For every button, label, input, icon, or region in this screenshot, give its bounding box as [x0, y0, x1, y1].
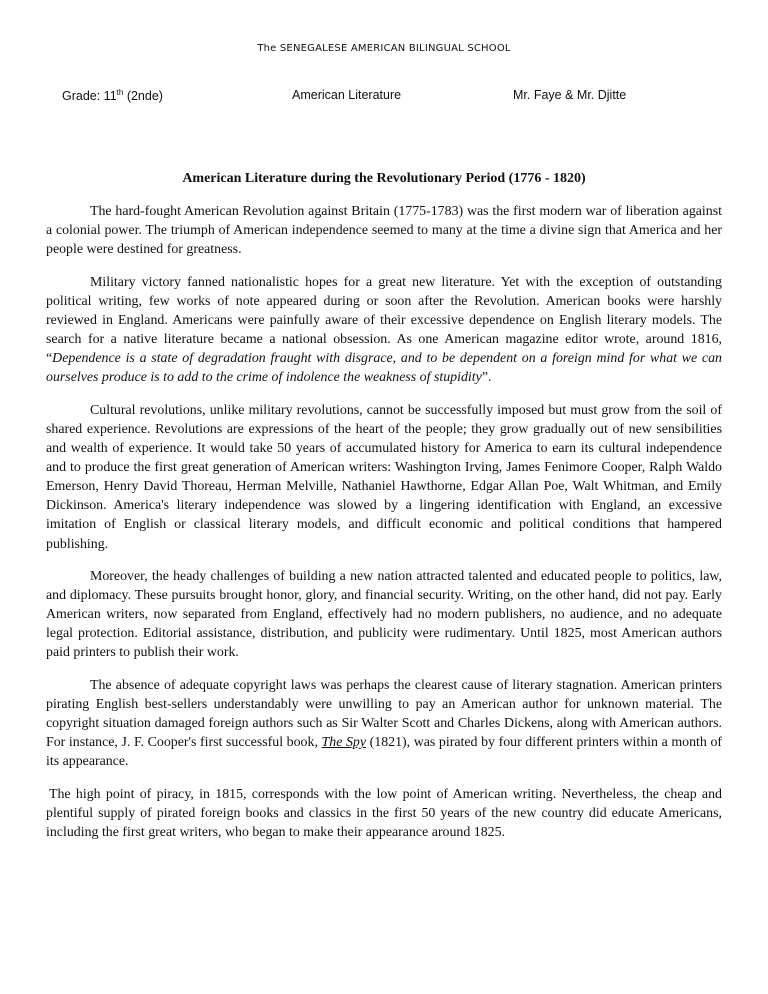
paragraph-1: The hard-fought American Revolution against Britain (1775-1783) was the first modern war of liberation against a colonial power. The triumph of American independence seemed to many at the time a divine sign that America and her people were destined for greatness.	[46, 204, 722, 258]
paragraph-2-end: ”.	[481, 370, 492, 386]
paragraph-5	[46, 676, 722, 771]
grade-text: Grade: 11	[62, 89, 117, 104]
grade-class: (2nde)	[123, 89, 163, 104]
paragraph-6: The high point of piracy, in 1815, corresponds with the low point of American writing. Nevertheless, the cheap and plentiful supply of pirated foreign books and classics in the first 50 years of the new country did educate Americans, including the first great writers, who began to make their appearance around 1825.	[46, 787, 722, 841]
school-name: The SENEGALESE AMERICAN BILINGUAL SCHOOL	[257, 43, 511, 54]
grade-superscript: th	[116, 88, 124, 97]
document-title: American Literature during the Revolutionary Period (1776 - 1820)	[182, 171, 586, 186]
subject-label: American Literature	[292, 88, 402, 102]
the-spy-link[interactable]: The Spy	[321, 735, 367, 751]
paragraph-4: Moreover, the heady challenges of building a new nation attracted talented and educated people to politics, law, and diplomacy. These pursuits brought honor, glory, and financial security. Writing, on the other hand, did not pay. Early American writers, now separated from England, effectively had no modern publishers, no audience, and no adequate legal protection. Editorial assistance, distribution, and publicity were rudimentary. Until 1825, most American authors paid printers to publish their work.	[46, 569, 722, 661]
paragraph-3: Cultural revolutions, unlike military revolutions, cannot be successfully imposed but must grow from the soil of shared experience. Revolutions are expressions of the heart of the people; they grow gradually out of new sensibilities and wealth of experience. It would take 50 years of accumulated history for America to earn its cultural independence and to produce the first great generation of American writers: Washington Irving, James Fenimore Cooper, Ralph Waldo Emerson, Henry David Thoreau, Herman Melville, Nathaniel Hawthorne, Edgar Allan Poe, Walt Whitman, and Emily Dickinson. America's literary independence was slowed by a lingering identification with England, an excessive imitation of English or classical literary models, and difficult economic and political conditions that hampered publishing.	[46, 402, 722, 552]
paragraph-5-intro: The absence of adequate copyright laws was perhaps the clearest cause of literary stagnation. American printers pirating English best-sellers understandably were unwilling to pay an American author for unknown material. The copyright situation damaged foreign authors such as Sir Walter Scott and Charles Dickens, along with American authors. For instance, J. F. Cooper's first successful book,	[46, 678, 722, 751]
document-body	[46, 202, 722, 856]
paragraph-2	[46, 273, 722, 388]
paragraph-2-intro: Military victory fanned nationalistic hopes for a great new literature. Yet with the exception of outstanding political writing, few works of note appeared during or soon after the Revolution. American books were harshly reviewed in England. Americans were painfully aware of their excessive dependence on English literary models. The search for a native literature became a national obsession. As one American magazine editor wrote, around 1816, “	[46, 274, 722, 367]
editor-quote: Dependence is a state of degradation fraught with disgrace, and to be dependent on a foreign mind for what we can ourselves produce is to add to the crime of indolence the weakness of stupidity	[46, 351, 722, 386]
paragraph-5-end: (1821), was pirated by four different printers within a month of its appearance.	[46, 735, 723, 770]
teachers-label: Mr. Faye & Mr. Djitte	[513, 88, 627, 102]
grade-label	[62, 88, 163, 103]
